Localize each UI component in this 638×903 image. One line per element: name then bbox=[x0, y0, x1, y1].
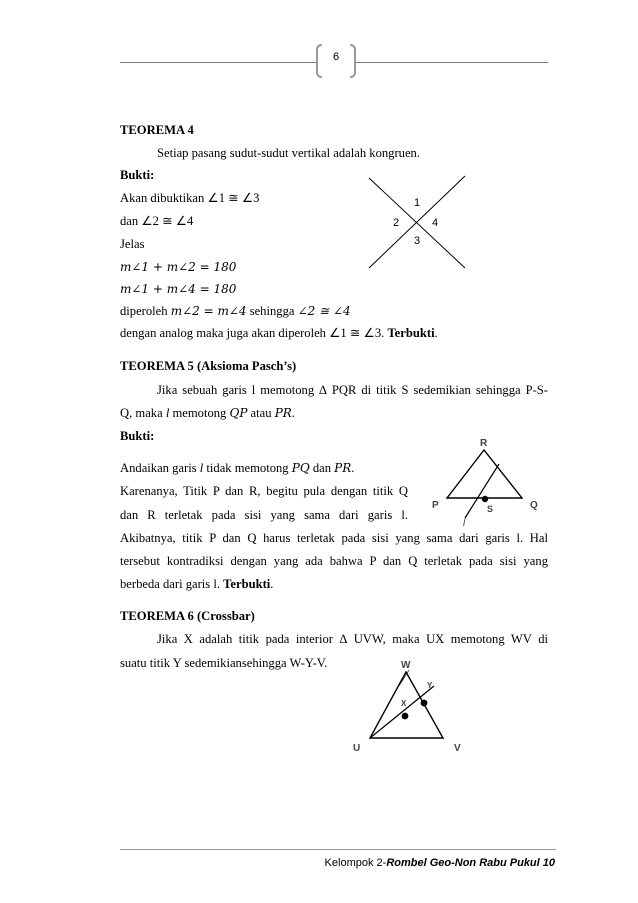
theorem5-p1-and: dan bbox=[309, 461, 335, 475]
theorem6-statement-line2: suatu titik Y sedemikiansehingga W-Y-V. bbox=[120, 656, 328, 670]
label-p: P bbox=[432, 500, 439, 511]
theorem5-p6-pre: berbeda dari garis l. bbox=[120, 577, 224, 591]
theorem6-statement-line1 bbox=[157, 631, 548, 647]
theorem5-p1-pr: PR bbox=[334, 461, 352, 475]
theorem4-line1: Akan dibuktikan ∠1 ≅ ∠3 bbox=[120, 191, 260, 205]
label-y: Y bbox=[427, 681, 433, 690]
theorem5-p4-text: Akibatnya, titik P dan Q harus terletak pada sisi yang sama dari garis l. Hal bbox=[120, 531, 548, 545]
line-l bbox=[465, 464, 499, 518]
label-q: Q bbox=[530, 500, 538, 511]
theorem4-line6-pre: diperoleh bbox=[120, 304, 171, 318]
theorem5-proof-line3 bbox=[120, 507, 408, 523]
angle-3-label: 3 bbox=[414, 235, 421, 247]
footer-prefix: Kelompok 2- bbox=[324, 857, 387, 869]
ray-ux bbox=[370, 686, 434, 738]
theorem4-line3: Jelas bbox=[120, 237, 145, 251]
point-y bbox=[421, 700, 428, 707]
theorem4-proof-label: Bukti: bbox=[120, 168, 155, 182]
header-rule-left bbox=[120, 62, 316, 63]
theorem5-p1-l: l bbox=[199, 461, 204, 475]
theorem5-p5-text: tersebut kontradiksi dengan yang ada bahwa P dan Q terletak pada sisi yang bbox=[120, 554, 548, 568]
crossbar-triangle-figure bbox=[340, 656, 470, 756]
page-number: 6 bbox=[332, 51, 340, 63]
label-x: X bbox=[401, 699, 407, 708]
theorem5-p1-pq: PQ bbox=[291, 461, 310, 475]
angle-4-label: 4 bbox=[432, 217, 439, 229]
theorem5-proof-label: Bukti: bbox=[120, 429, 155, 443]
theorem5-p3-text: dan R terletak pada sisi yang sama dari garis l. bbox=[120, 508, 408, 522]
theorem4-line4: m∠1 + m∠2 = 180 bbox=[120, 260, 237, 274]
theorem4-line6-mid: sehingga bbox=[246, 304, 298, 318]
theorem5-l2-l: l bbox=[165, 406, 170, 420]
theorem5-p1-mid: tidak memotong bbox=[203, 461, 292, 475]
point-s bbox=[482, 496, 488, 502]
label-l: l bbox=[463, 518, 466, 529]
label-s: S bbox=[487, 504, 494, 514]
theorem4-line7-bold: Terbukti bbox=[387, 326, 435, 340]
theorem4-line7-pre: dengan analog maka juga akan diperoleh ∠1 ≅ ∠3. bbox=[120, 326, 388, 340]
theorem5-statement-line1-text: Jika sebuah garis l memotong ∆ PQR di titik S sedemikian sehingga P-S- bbox=[157, 383, 548, 397]
tick-mark bbox=[399, 670, 409, 686]
label-v: V bbox=[454, 743, 461, 754]
theorem5-p2-text: Karenanya, Titik P dan R, begitu pula dengan titik Q bbox=[120, 484, 408, 498]
theorem5-l2-end: . bbox=[291, 406, 295, 420]
vertical-angles-figure bbox=[362, 172, 472, 272]
theorem4-line7-end: . bbox=[434, 326, 438, 340]
theorem5-l2-or: atau bbox=[247, 406, 275, 420]
theorem5-proof-line1 bbox=[120, 460, 354, 476]
theorem5-p6-bold: Terbukti bbox=[223, 577, 271, 591]
page-number-box bbox=[316, 44, 356, 78]
pasch-triangle-figure bbox=[425, 436, 550, 531]
theorem5-p1-pre: Andaikan garis bbox=[120, 461, 200, 475]
theorem5-statement-line1 bbox=[157, 382, 548, 398]
header-rule-right bbox=[356, 62, 548, 63]
theorem5-l2-pr: PR bbox=[274, 406, 292, 420]
theorem5-proof-line4 bbox=[120, 530, 548, 546]
angle-1-label: 1 bbox=[414, 197, 421, 209]
footer bbox=[325, 857, 555, 869]
angle-2-label: 2 bbox=[393, 217, 400, 229]
label-w: W bbox=[401, 660, 411, 671]
theorem4-line6-math2: ∠2 ≅ ∠4 bbox=[297, 304, 351, 318]
theorem4-statement: Setiap pasang sudut-sudut vertikal adalah kongruen. bbox=[157, 146, 421, 160]
theorem4-line2: dan ∠2 ≅ ∠4 bbox=[120, 214, 194, 228]
theorem5-proof-line5 bbox=[120, 553, 548, 569]
theorem5-p1-end: . bbox=[351, 461, 355, 475]
theorem5-proof-line2 bbox=[120, 483, 408, 499]
footer-rule bbox=[120, 849, 556, 850]
theorem4-line6-math1: m∠2 = m∠4 bbox=[170, 304, 247, 318]
theorem6-statement-line1-text: Jika X adalah titik pada interior ∆ UVW, maka UX memotong WV di bbox=[157, 632, 548, 646]
triangle-pqr bbox=[447, 450, 522, 498]
footer-bold-italic: Rombel Geo-Non Rabu Pukul 10 bbox=[386, 857, 555, 869]
theorem6-title: TEOREMA 6 (Crossbar) bbox=[120, 609, 255, 623]
point-x bbox=[402, 713, 409, 720]
theorem4-line7 bbox=[120, 325, 438, 341]
label-r: R bbox=[480, 438, 488, 449]
theorem4-line6 bbox=[120, 303, 351, 319]
theorem4-line5: m∠1 + m∠4 = 180 bbox=[120, 282, 237, 296]
label-u: U bbox=[353, 743, 361, 754]
theorem5-proof-line6 bbox=[120, 576, 273, 592]
theorem5-l2-pre: Q, maka bbox=[120, 406, 166, 420]
theorem4-title: TEOREMA 4 bbox=[120, 123, 194, 137]
theorem5-statement-line2 bbox=[120, 405, 295, 421]
theorem5-l2-qp: QP bbox=[229, 406, 248, 420]
theorem5-p6-end: . bbox=[270, 577, 274, 591]
theorem5-l2-mid: memotong bbox=[169, 406, 230, 420]
theorem5-title: TEOREMA 5 (Aksioma Pasch’s) bbox=[120, 359, 297, 373]
